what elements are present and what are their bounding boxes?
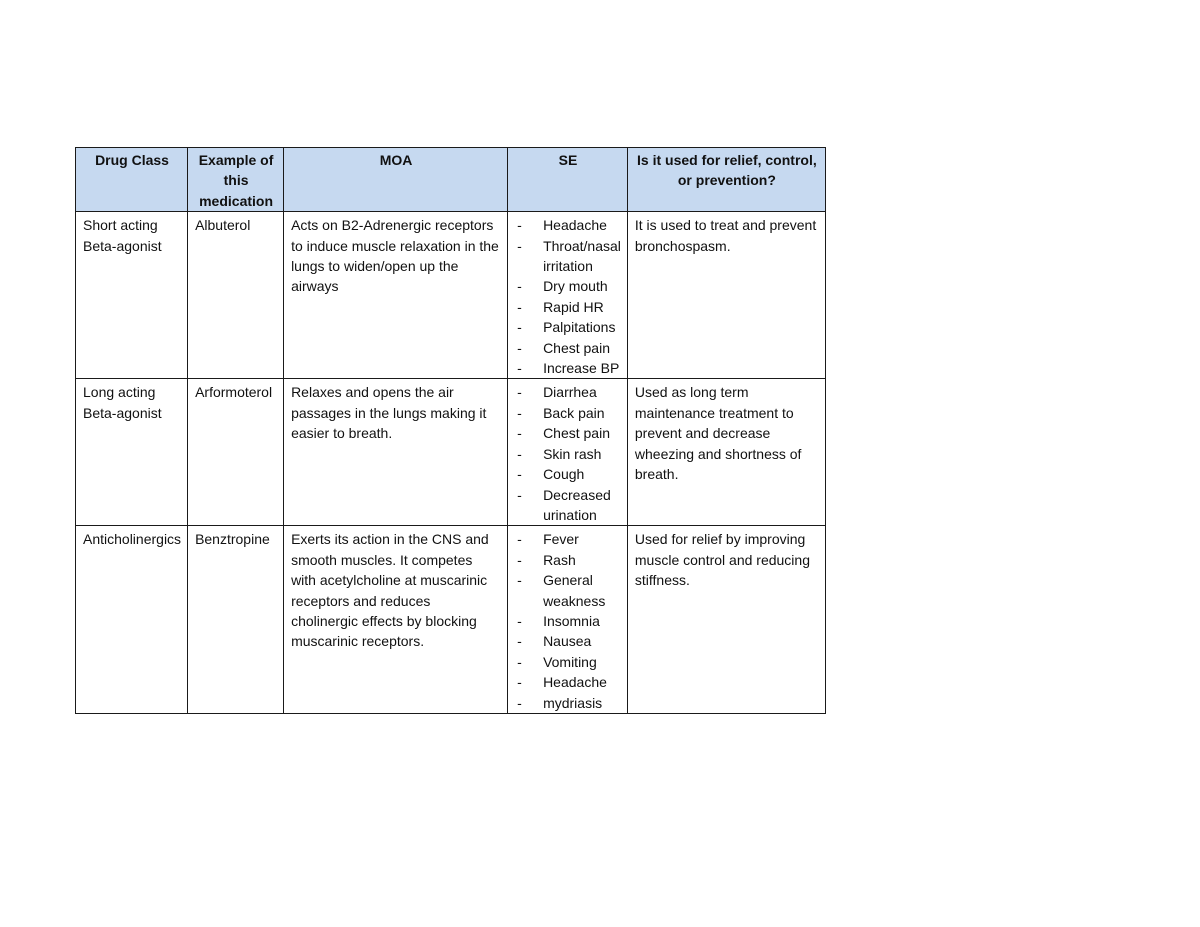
side-effect-item: - Nausea (515, 631, 621, 651)
header-drug-class: Drug Class (76, 148, 188, 212)
cell-moa: Exerts its action in the CNS and smooth muscles. It competes with acetylcholine at muscarinic receptors and reduces cholinergic effects by blocking muscarinic receptors. (284, 526, 508, 714)
table-row (76, 212, 826, 379)
side-effect-item: - Back pain (515, 403, 621, 423)
cell-se (508, 212, 628, 379)
side-effect-item: - Insomnia (515, 611, 621, 631)
side-effect-item: - Decreased urination (515, 485, 621, 526)
cell-use: It is used to treat and prevent bronchospasm. (627, 212, 825, 379)
side-effects-list (515, 529, 621, 713)
side-effect-item: - Chest pain (515, 338, 621, 358)
table-row (76, 526, 826, 714)
drug-class-table (75, 147, 826, 714)
cell-moa: Relaxes and opens the air passages in the lungs making it easier to breath. (284, 379, 508, 526)
side-effect-item: - Vomiting (515, 652, 621, 672)
cell-example: Albuterol (188, 212, 284, 379)
table-header-row (76, 148, 826, 212)
cell-se (508, 526, 628, 714)
side-effect-item: - Palpitations (515, 317, 621, 337)
header-use: Is it used for relief, control, or prevention? (627, 148, 825, 212)
side-effect-item: - Increase BP (515, 358, 621, 378)
cell-drug-class: Short acting Beta-agonist (76, 212, 188, 379)
side-effect-item: - Headache (515, 672, 621, 692)
side-effect-item: - Skin rash (515, 444, 621, 464)
cell-drug-class: Anticholinergics (76, 526, 188, 714)
cell-moa: Acts on B2-Adrenergic receptors to induce muscle relaxation in the lungs to widen/open up the airways (284, 212, 508, 379)
table-row (76, 379, 826, 526)
side-effects-list (515, 215, 621, 378)
header-moa: MOA (284, 148, 508, 212)
side-effect-item: - Rash (515, 550, 621, 570)
cell-example: Arformoterol (188, 379, 284, 526)
side-effect-item: - Diarrhea (515, 382, 621, 402)
header-se: SE (508, 148, 628, 212)
side-effect-item: - mydriasis (515, 693, 621, 713)
header-example: Example of this medication (188, 148, 284, 212)
side-effect-item: - Throat/nasal irritation (515, 236, 621, 277)
side-effect-item: - Chest pain (515, 423, 621, 443)
side-effect-item: - Dry mouth (515, 276, 621, 296)
side-effect-item: - Headache (515, 215, 621, 235)
cell-drug-class: Long acting Beta-agonist (76, 379, 188, 526)
cell-example: Benztropine (188, 526, 284, 714)
cell-use: Used as long term maintenance treatment to prevent and decrease wheezing and shortness of breath. (627, 379, 825, 526)
side-effect-item: - Rapid HR (515, 297, 621, 317)
side-effect-item: - Cough (515, 464, 621, 484)
side-effect-item: - Fever (515, 529, 621, 549)
side-effects-list (515, 382, 621, 525)
cell-use: Used for relief by improving muscle control and reducing stiffness. (627, 526, 825, 714)
side-effect-item: - General weakness (515, 570, 621, 611)
cell-se (508, 379, 628, 526)
